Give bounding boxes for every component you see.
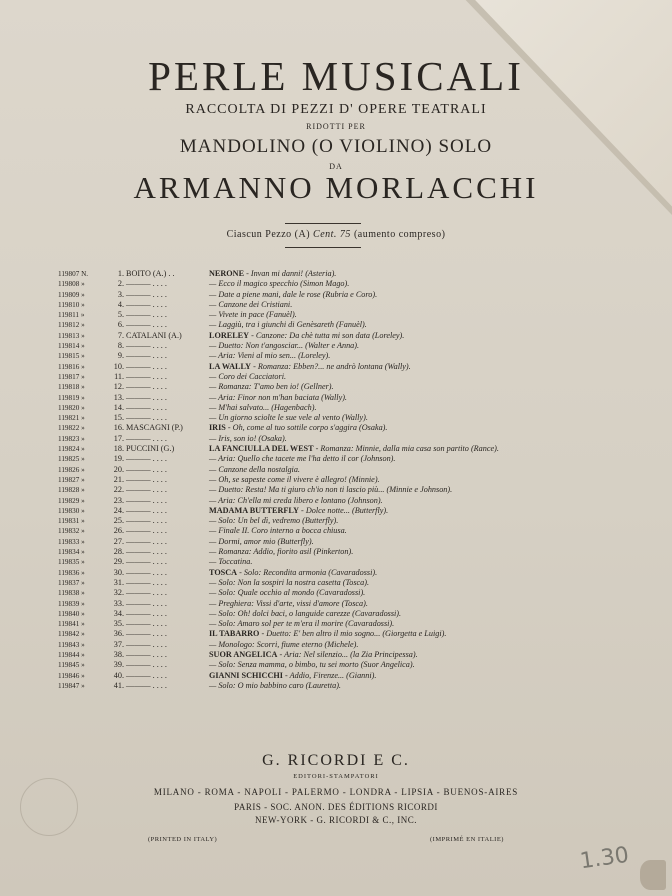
piece-title: — Romanza: Addio, fiorito asil (Pinkerton). bbox=[209, 547, 354, 557]
piece-description bbox=[209, 485, 452, 495]
piece-number: 26. bbox=[113, 526, 124, 536]
composer: ——— . . . . bbox=[126, 567, 167, 577]
opera-title: MADAMA BUTTERFLY bbox=[209, 505, 299, 515]
opera-title: GIANNI SCHICCHI bbox=[209, 670, 283, 680]
composer: ——— . . . . bbox=[126, 557, 167, 567]
edition-number: 119808 » bbox=[58, 280, 85, 289]
edition-number: 119813 » bbox=[58, 331, 85, 340]
piece-number: 38. bbox=[113, 649, 124, 659]
piece-title: — Finale II. Coro interno a bocca chiusa. bbox=[209, 526, 347, 536]
edition-number: 119833 » bbox=[58, 537, 85, 546]
composer: ——— . . . . bbox=[126, 526, 167, 536]
price-line bbox=[0, 229, 672, 240]
catalog-row bbox=[58, 660, 618, 670]
piece-number: 12. bbox=[113, 382, 124, 392]
edition-number: 119831 » bbox=[58, 517, 85, 526]
catalog-row bbox=[58, 465, 618, 475]
piece-number: 23. bbox=[113, 495, 124, 505]
piece-number: 35. bbox=[113, 619, 124, 629]
edition-number: 119834 » bbox=[58, 548, 85, 557]
piece-title: — Canzone dei Cristiani. bbox=[209, 299, 293, 309]
price-suffix: (aumento compreso) bbox=[353, 229, 446, 240]
piece-number: 29. bbox=[113, 557, 124, 567]
da-label: DA bbox=[329, 162, 343, 171]
piece-number: 5. bbox=[117, 310, 124, 320]
piece-number: 18. bbox=[113, 444, 124, 454]
opera-title: LA FANCIULLA DEL WEST bbox=[209, 444, 314, 454]
composer: ——— . . . . bbox=[126, 310, 167, 320]
piece-number: 21. bbox=[113, 474, 124, 484]
piece-title: - Addio, Firenze... (Gianni). bbox=[282, 670, 377, 680]
catalog-row bbox=[58, 423, 618, 433]
piece-title: - Canzone: Da chè tutta mi son data (Loreley). bbox=[249, 330, 405, 340]
printed-in-italy: (PRINTED IN ITALY) bbox=[148, 836, 218, 843]
composer: BOITO (A.) . . bbox=[126, 269, 175, 278]
piece-title: — Aria: Finor non m'han baciata (Wally). bbox=[209, 392, 347, 402]
piece-description bbox=[209, 434, 287, 444]
piece-title: - Oh, come al tuo sottile corpo s'aggira (Osaka). bbox=[225, 423, 388, 433]
edition-number: 119840 » bbox=[58, 609, 85, 618]
catalog-row bbox=[58, 475, 618, 485]
piece-number: 28. bbox=[113, 547, 124, 557]
edition-number: 119837 » bbox=[58, 578, 85, 587]
catalog-row bbox=[58, 485, 618, 495]
piece-title: - Invan mi danni! (Asteria). bbox=[244, 269, 337, 278]
edition-number: 119845 » bbox=[58, 661, 85, 670]
edition-number: 119810 » bbox=[58, 300, 85, 309]
edition-number: 119835 » bbox=[58, 558, 85, 567]
composer: ——— . . . . bbox=[126, 680, 167, 690]
piece-description bbox=[209, 516, 338, 526]
catalog-row bbox=[58, 506, 618, 516]
composer: ——— . . . . bbox=[126, 433, 167, 443]
composer: ——— . . . . bbox=[126, 485, 167, 495]
piece-number: 2. bbox=[117, 279, 124, 289]
catalog-row bbox=[58, 640, 618, 650]
publisher-paris: PARIS - SOC. ANON. DES ÉDITIONS RICORDI bbox=[234, 802, 438, 812]
composer: ——— . . . . bbox=[126, 474, 167, 484]
piece-description bbox=[209, 557, 252, 567]
composer: ——— . . . . bbox=[126, 289, 167, 299]
opera-title: SUOR ANGELICA bbox=[209, 649, 278, 659]
edition-number: 119827 » bbox=[58, 475, 85, 484]
edition-number: 119820 » bbox=[58, 403, 85, 412]
piece-title: — Canzone della nostalgia. bbox=[209, 464, 300, 474]
piece-title: - Dolce notte... (Butterfly). bbox=[299, 505, 389, 515]
catalog-row bbox=[58, 454, 618, 464]
publisher-name: G. RICORDI E C. bbox=[262, 752, 410, 769]
composer: ——— . . . . bbox=[126, 279, 167, 289]
composer: ——— . . . . bbox=[126, 639, 167, 649]
piece-number: 37. bbox=[113, 639, 124, 649]
piece-number: 22. bbox=[113, 485, 124, 495]
piece-title: — Un giorno sciolte le sue vele al vento (Wally). bbox=[209, 413, 368, 423]
piece-description bbox=[209, 372, 286, 382]
piece-title: — Aria: Ch'ella mi creda libero e lontano (Johnson). bbox=[209, 495, 383, 505]
piece-title: — Aria: Quello che tacete me l'ha detto il cor (Johnson). bbox=[209, 454, 396, 464]
catalog-row bbox=[58, 629, 618, 639]
piece-title: — Dormi, amor mio (Butterfly). bbox=[209, 536, 314, 546]
catalog-row bbox=[58, 578, 618, 588]
piece-number: 31. bbox=[113, 577, 124, 587]
ridotti-per-label: RIDOTTI PER bbox=[306, 122, 366, 131]
composer: ——— . . . . bbox=[126, 320, 167, 330]
composer: ——— . . . . bbox=[126, 495, 167, 505]
piece-title: — Oh, se sapeste come il vivere è allegro! (Minnie). bbox=[209, 474, 380, 484]
piece-title: - Romanza: Ebben?... ne andrò lontana (Wally). bbox=[251, 361, 411, 371]
piece-number: 10. bbox=[113, 361, 124, 371]
piece-number: 40. bbox=[113, 670, 124, 680]
piece-description bbox=[209, 382, 334, 392]
piece-description bbox=[209, 269, 336, 279]
edition-number: 119807 N. bbox=[58, 270, 89, 278]
piece-number: 20. bbox=[113, 464, 124, 474]
piece-description bbox=[209, 619, 394, 629]
imprime-en-italie: (IMPRIMÉ EN ITALIE) bbox=[430, 836, 504, 843]
piece-title: - Duetto: E' ben altro il mio sogno... (Giorgetta e Luigi). bbox=[259, 629, 447, 639]
piece-number: 25. bbox=[113, 516, 124, 526]
piece-number: 16. bbox=[113, 423, 124, 433]
piece-description bbox=[209, 660, 415, 670]
edition-number: 119817 » bbox=[58, 372, 85, 381]
edition-number: 119814 » bbox=[58, 342, 85, 351]
catalog-row bbox=[58, 403, 618, 413]
piece-title: — Solo: Amaro sol per te m'era il morire (Cavaradossi). bbox=[209, 619, 395, 629]
piece-number: 39. bbox=[113, 660, 124, 670]
piece-description bbox=[209, 465, 300, 475]
piece-description bbox=[209, 496, 383, 506]
piece-description bbox=[209, 279, 349, 289]
piece-description bbox=[209, 290, 377, 300]
piece-number: 27. bbox=[113, 536, 124, 546]
piece-number: 15. bbox=[113, 413, 124, 423]
edition-number: 119826 » bbox=[58, 465, 85, 474]
edition-number: 119816 » bbox=[58, 362, 85, 371]
catalog-row bbox=[58, 609, 618, 619]
composer: ——— . . . . bbox=[126, 619, 167, 629]
piece-number: 34. bbox=[113, 608, 124, 618]
composer: ——— . . . . bbox=[126, 413, 167, 423]
piece-number: 7. bbox=[117, 330, 124, 340]
composer: ——— . . . . bbox=[126, 341, 167, 351]
catalog-row bbox=[58, 413, 618, 423]
piece-title: — Solo: Non la sospiri la nostra casetta (Tosca). bbox=[209, 577, 370, 587]
composer: MASCAGNI (P.) bbox=[126, 423, 183, 433]
piece-title: — M'hai salvato... (Hagenbach). bbox=[209, 402, 317, 412]
composer: ——— . . . . bbox=[126, 670, 167, 680]
opera-title: LORELEY bbox=[209, 330, 250, 340]
composer: ——— . . . . bbox=[126, 598, 167, 608]
piece-description bbox=[209, 444, 499, 454]
piece-number: 3. bbox=[117, 289, 124, 299]
edition-number: 119809 » bbox=[58, 290, 85, 299]
piece-description bbox=[209, 547, 353, 557]
piece-title: — Iris, son io! (Osaka). bbox=[209, 433, 287, 443]
catalog-row bbox=[58, 351, 618, 361]
piece-description bbox=[209, 300, 292, 310]
piece-title: — Preghiera: Vissi d'arte, vissi d'amore (Tosca). bbox=[209, 598, 368, 608]
piece-number: 41. bbox=[113, 680, 124, 690]
piece-number: 14. bbox=[113, 402, 124, 412]
edition-number: 119842 » bbox=[58, 630, 85, 639]
catalog-row bbox=[58, 496, 618, 506]
opera-title: TOSCA bbox=[209, 567, 238, 577]
catalog-row bbox=[58, 393, 618, 403]
edition-number: 119824 » bbox=[58, 445, 85, 454]
catalog-row bbox=[58, 671, 618, 681]
catalog-row bbox=[58, 290, 618, 300]
publisher-cities: MILANO - ROMA - NAPOLI - PALERMO - LONDRA - LIPSIA - BUENOS-AIRES bbox=[153, 787, 519, 797]
piece-description bbox=[209, 393, 347, 403]
piece-title: — Solo: Senza mamma, o bimbo, tu sei morto (Suor Angelica). bbox=[209, 660, 415, 670]
edition-number: 119823 » bbox=[58, 434, 85, 443]
catalog-row bbox=[58, 331, 618, 341]
opera-title: LA WALLY bbox=[209, 361, 252, 371]
piece-title: — Duetto: Resta! Ma ti giuro ch'io non ti lascio più... (Minnie e Johnson). bbox=[209, 485, 453, 495]
edition-number: 119819 » bbox=[58, 393, 85, 402]
piece-description bbox=[209, 578, 369, 588]
edition-number: 119844 » bbox=[58, 650, 85, 659]
composer: ——— . . . . bbox=[126, 536, 167, 546]
piece-number: 6. bbox=[117, 320, 124, 330]
composer: ——— . . . . bbox=[126, 361, 167, 371]
piece-description bbox=[209, 640, 358, 650]
piece-description bbox=[209, 599, 368, 609]
piece-description bbox=[209, 454, 395, 464]
piece-number: 19. bbox=[113, 454, 124, 464]
piece-number: 13. bbox=[113, 392, 124, 402]
edition-number: 119828 » bbox=[58, 486, 85, 495]
edition-number: 119846 » bbox=[58, 671, 85, 680]
catalog-row bbox=[58, 372, 618, 382]
composer: PUCCINI (G.) bbox=[126, 444, 175, 454]
opera-title: IRIS bbox=[209, 423, 226, 433]
piece-title: — Solo: O mio babbino caro (Lauretta). bbox=[209, 680, 341, 690]
piece-description bbox=[209, 320, 367, 330]
piece-title: — Toccatina. bbox=[209, 557, 253, 567]
piece-number: 24. bbox=[113, 505, 124, 515]
piece-title: — Romanza: T'amo ben io! (Gellner). bbox=[209, 382, 334, 392]
catalog-row bbox=[58, 444, 618, 454]
edition-number: 119838 » bbox=[58, 589, 85, 598]
composer: ——— . . . . bbox=[126, 608, 167, 618]
piece-title: - Solo: Recondita armonia (Cavaradossi). bbox=[237, 567, 378, 577]
composer: ——— . . . . bbox=[126, 464, 167, 474]
catalog-row bbox=[58, 279, 618, 289]
catalog-row bbox=[58, 557, 618, 567]
piece-catalog bbox=[58, 269, 618, 691]
catalog-row bbox=[58, 568, 618, 578]
catalog-row bbox=[58, 537, 618, 547]
composer: ——— . . . . bbox=[126, 629, 167, 639]
composer: ——— . . . . bbox=[126, 577, 167, 587]
edition-number: 119830 » bbox=[58, 506, 85, 515]
opera-title: NERONE bbox=[209, 269, 245, 278]
piece-title: — Solo: Quale occhio al mondo (Cavaradossi). bbox=[209, 588, 366, 598]
price-prefix: Ciascun Pezzo (A) bbox=[226, 229, 311, 240]
composer: ——— . . . . bbox=[126, 371, 167, 381]
edition-number: 119832 » bbox=[58, 527, 85, 536]
piece-description bbox=[209, 362, 411, 372]
edition-number: 119822 » bbox=[58, 424, 85, 433]
edition-number: 119815 » bbox=[58, 352, 85, 361]
piece-description bbox=[209, 568, 377, 578]
piece-title: — Laggiù, tra i giunchi di Genèsareth (Fanuèl). bbox=[209, 320, 367, 330]
composer: ——— . . . . bbox=[126, 649, 167, 659]
catalog-row bbox=[58, 434, 618, 444]
edition-number: 119836 » bbox=[58, 568, 85, 577]
opera-title: IL TABARRO bbox=[209, 629, 260, 639]
price-cent: Cent. 75 bbox=[313, 229, 351, 240]
composer: ——— . . . . bbox=[126, 588, 167, 598]
piece-description bbox=[209, 341, 359, 351]
catalog-row bbox=[58, 650, 618, 660]
price-rule-top bbox=[285, 223, 361, 224]
composer: ——— . . . . bbox=[126, 454, 167, 464]
piece-description bbox=[209, 413, 368, 423]
piece-title: — Solo: Un bel dì, vedremo (Butterfly). bbox=[209, 516, 339, 526]
piece-description bbox=[209, 650, 418, 660]
instrument-line: MANDOLINO (O VIOLINO) SOLO bbox=[179, 136, 493, 157]
catalog-row bbox=[58, 382, 618, 392]
catalog-row bbox=[58, 269, 618, 279]
arranger-name: ARMANNO MORLACCHI bbox=[133, 170, 539, 205]
edition-number: 119847 » bbox=[58, 681, 85, 690]
piece-description bbox=[209, 310, 297, 320]
piece-title: — Vivete in pace (Fanuèl). bbox=[209, 310, 297, 320]
piece-description bbox=[209, 351, 330, 361]
piece-number: 30. bbox=[113, 567, 124, 577]
piece-description bbox=[209, 537, 314, 547]
catalog-row bbox=[58, 516, 618, 526]
piece-title: — Aria: Vieni al mio sen... (Loreley). bbox=[209, 351, 331, 361]
catalog-row bbox=[58, 526, 618, 536]
piece-title: — Ecco il magico specchio (Simon Mago). bbox=[209, 279, 350, 289]
composer: ——— . . . . bbox=[126, 402, 167, 412]
piece-title: — Monologo: Scorri, fiume eterno (Michele). bbox=[209, 639, 359, 649]
piece-title: - Romanza: Minnie, dalla mia casa son partito (Rance). bbox=[313, 444, 499, 454]
piece-description bbox=[209, 506, 388, 516]
piece-number: 8. bbox=[117, 341, 124, 351]
piece-number: 9. bbox=[117, 351, 124, 361]
piece-number: 33. bbox=[113, 598, 124, 608]
piece-number: 4. bbox=[117, 299, 124, 309]
catalog-row bbox=[58, 310, 618, 320]
catalog-row bbox=[58, 341, 618, 351]
piece-description bbox=[209, 331, 404, 341]
piece-description bbox=[209, 681, 341, 691]
piece-title: — Solo: Oh! dolci baci, o languide carezze (Cavaradossi). bbox=[209, 608, 402, 618]
piece-description bbox=[209, 629, 446, 639]
catalog-row bbox=[58, 599, 618, 609]
piece-title: — Coro dei Cacciatori. bbox=[209, 371, 287, 381]
catalog-row bbox=[58, 300, 618, 310]
composer: ——— . . . . bbox=[126, 392, 167, 402]
catalog-row bbox=[58, 320, 618, 330]
paper-wear-mark bbox=[640, 860, 666, 890]
piece-description bbox=[209, 588, 365, 598]
edition-number: 119818 » bbox=[58, 383, 85, 392]
composer: ——— . . . . bbox=[126, 547, 167, 557]
publisher-subtitle: EDITORI-STAMPATORI bbox=[293, 773, 379, 780]
composer: ——— . . . . bbox=[126, 660, 167, 670]
composer: ——— . . . . bbox=[126, 382, 167, 392]
piece-description bbox=[209, 609, 401, 619]
pencil-price-mark: 1.30 bbox=[578, 842, 631, 875]
composer: ——— . . . . bbox=[126, 299, 167, 309]
collection-subtitle: RACCOLTA DI PEZZI D' OPERE TEATRALI bbox=[185, 102, 487, 117]
edition-number: 119825 » bbox=[58, 455, 85, 464]
piece-title: - Aria: Nel silenzio... (la Zia Principessa). bbox=[277, 649, 418, 659]
catalog-row bbox=[58, 681, 618, 691]
piece-title: — Date a piene mani, dale le rose (Rubria e Coro). bbox=[209, 289, 378, 299]
piece-number: 36. bbox=[113, 629, 124, 639]
collection-title: PERLE MUSICALI bbox=[148, 53, 524, 99]
edition-number: 119839 » bbox=[58, 599, 85, 608]
piece-description bbox=[209, 671, 376, 681]
edition-number: 119829 » bbox=[58, 496, 85, 505]
catalog-row bbox=[58, 362, 618, 372]
price-rule-bottom bbox=[285, 247, 361, 248]
composer: CATALANI (A.) bbox=[126, 330, 182, 340]
composer: ——— . . . . bbox=[126, 516, 167, 526]
piece-number: 11. bbox=[114, 371, 124, 381]
composer: ——— . . . . bbox=[126, 505, 167, 515]
catalog-row bbox=[58, 547, 618, 557]
piece-number: 1. bbox=[117, 269, 124, 278]
piece-title: — Duetto: Non t'angosciar... (Walter e Anna). bbox=[209, 341, 360, 351]
piece-number: 17. bbox=[113, 433, 124, 443]
edition-number: 119811 » bbox=[58, 311, 85, 320]
piece-number: 32. bbox=[113, 588, 124, 598]
catalog-row bbox=[58, 619, 618, 629]
composer: ——— . . . . bbox=[126, 351, 167, 361]
edition-number: 119812 » bbox=[58, 321, 85, 330]
catalog-row bbox=[58, 588, 618, 598]
piece-description bbox=[209, 526, 347, 536]
piece-description bbox=[209, 403, 317, 413]
piece-description bbox=[209, 475, 380, 485]
piece-description bbox=[209, 423, 387, 433]
edition-number: 119843 » bbox=[58, 640, 85, 649]
publisher-newyork: NEW-YORK - G. RICORDI & C., INC. bbox=[255, 815, 417, 825]
edition-number: 119821 » bbox=[58, 414, 85, 423]
edition-number: 119841 » bbox=[58, 620, 85, 629]
